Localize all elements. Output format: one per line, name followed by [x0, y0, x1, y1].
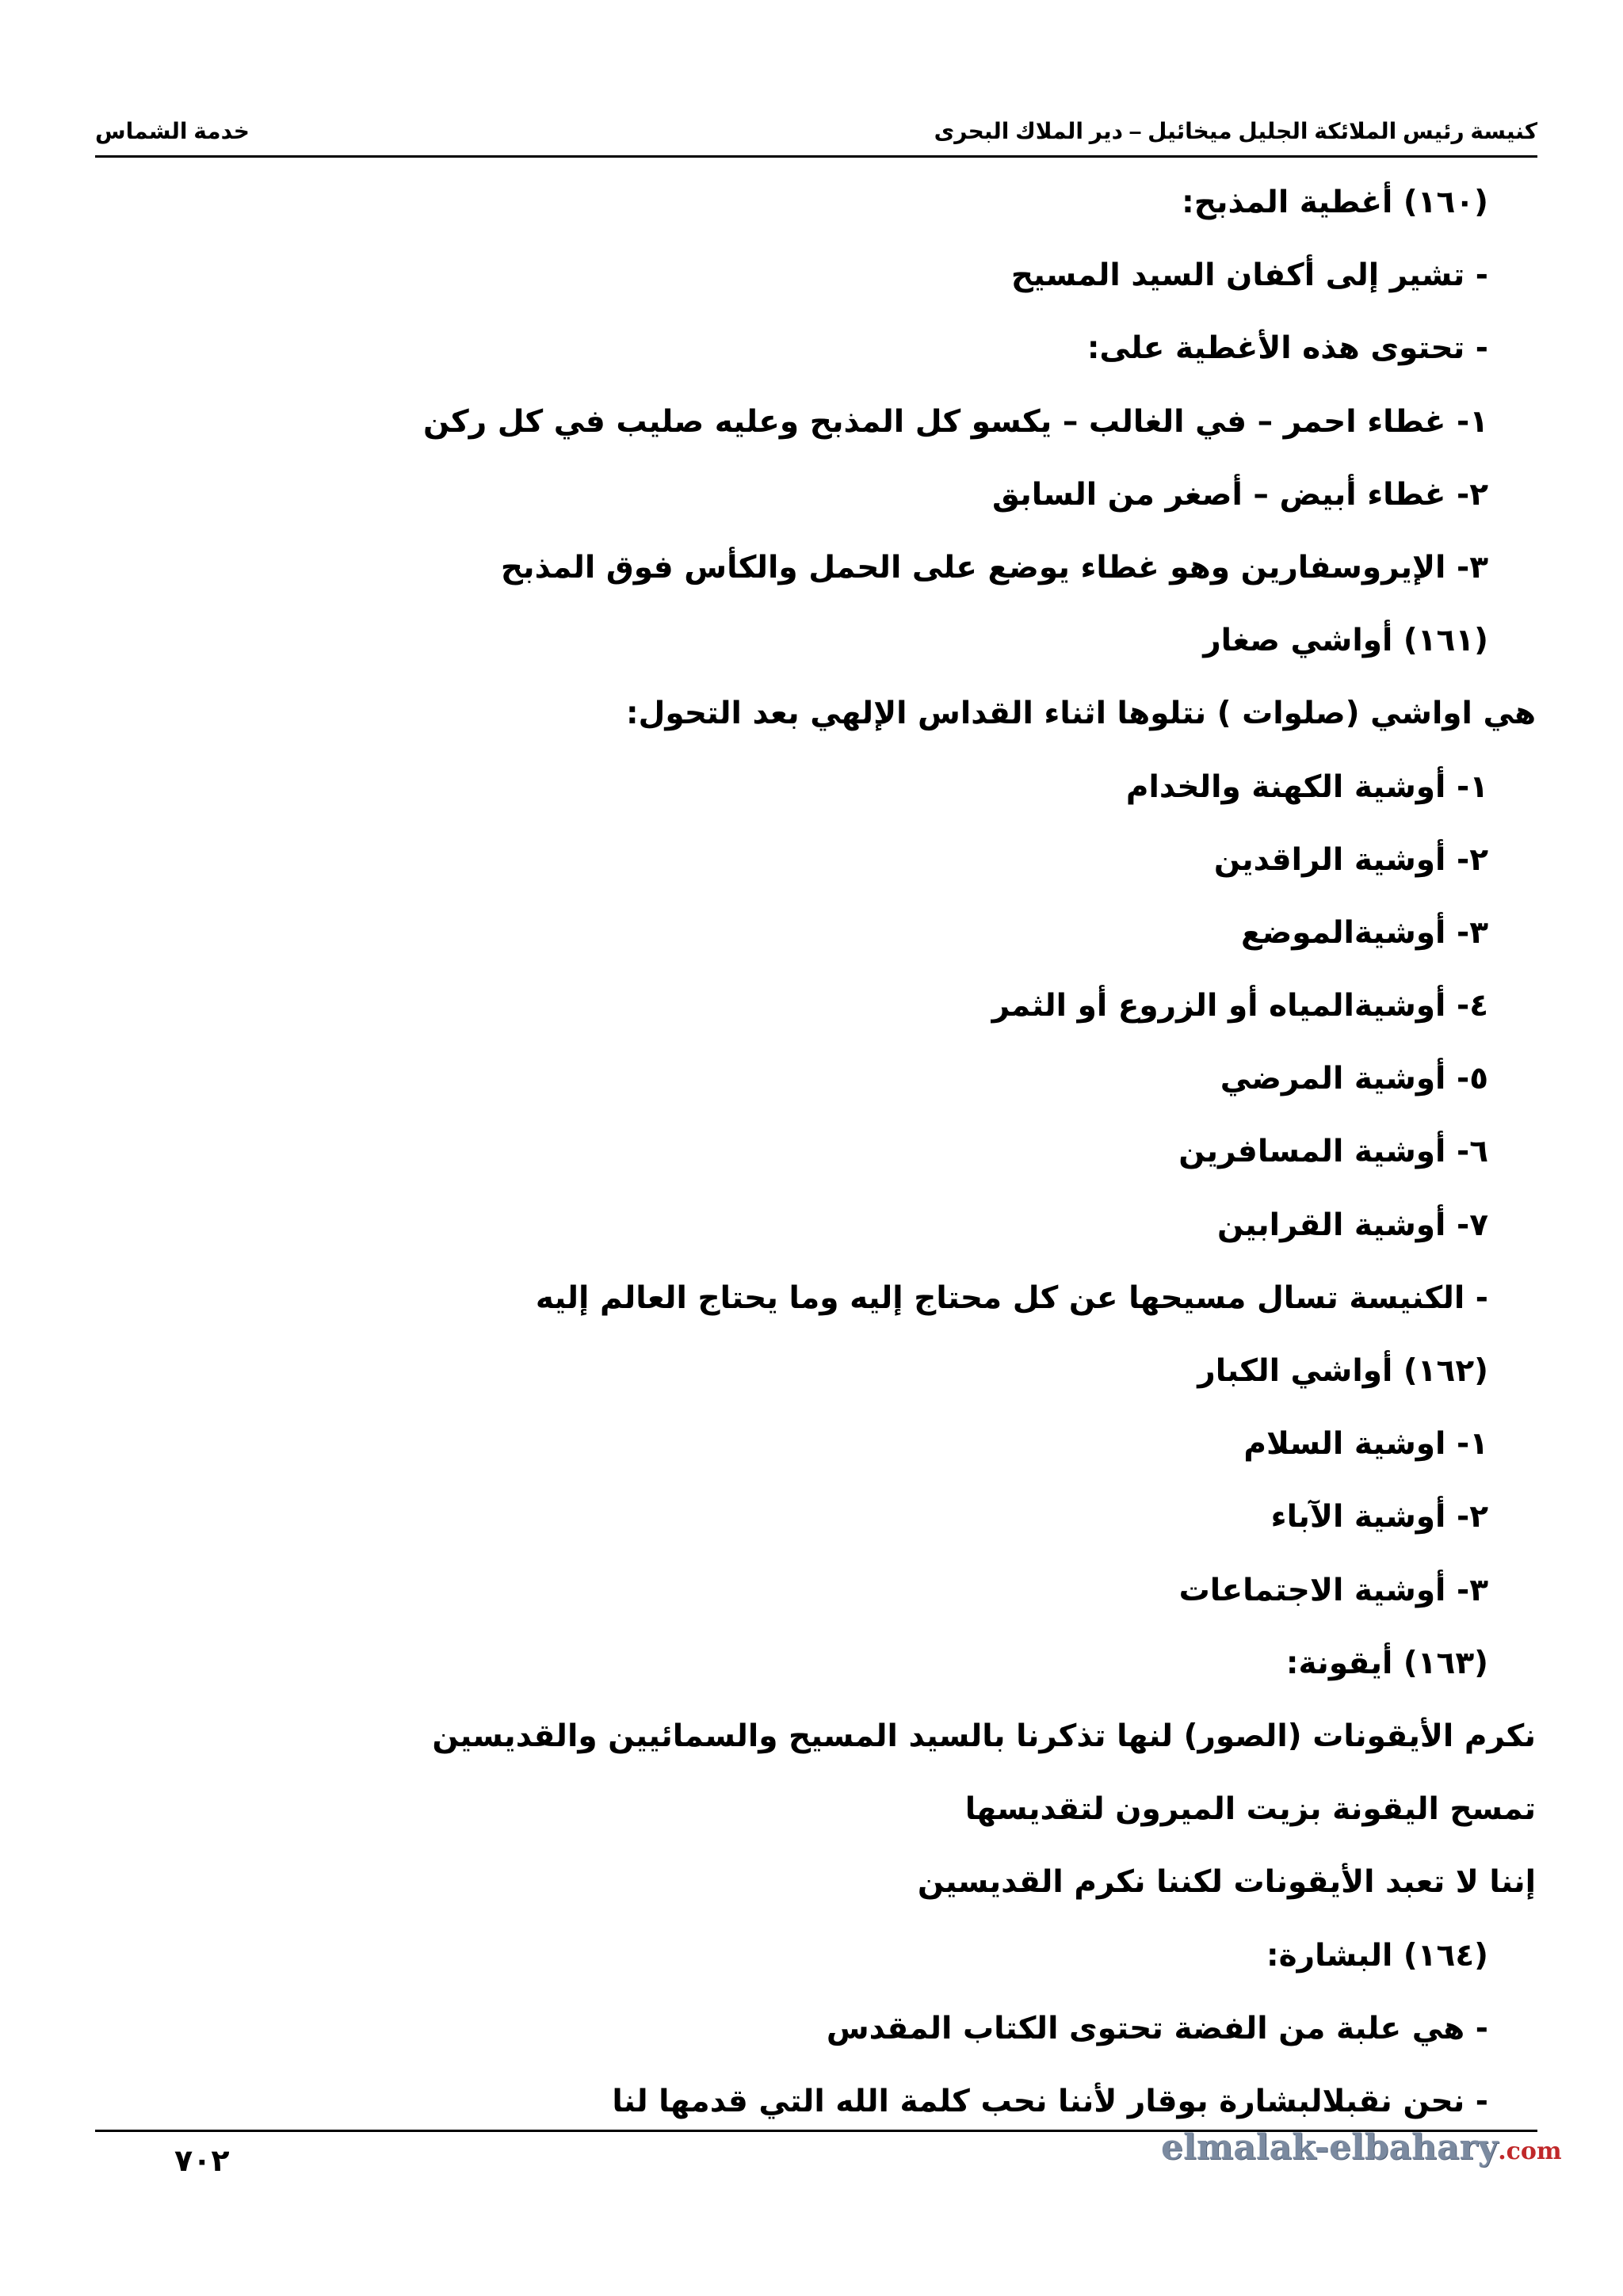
text-line: ٥- أوشية المرضي: [1220, 1061, 1488, 1097]
site-logo[interactable]: [1161, 2127, 1562, 2175]
text-line: ٤- أوشيةالمياه أو الزروع أو الثمر: [991, 988, 1488, 1024]
header-rule: [95, 155, 1537, 158]
header-service-title: خدمة الشماس: [95, 118, 250, 143]
text-line: ٢- غطاء أبيض – أصغر من السابق: [991, 476, 1488, 513]
page-header: [95, 111, 1537, 151]
logo-suffix: .com: [1498, 2138, 1562, 2165]
text-line: ٧- أوشية القرابين: [1216, 1207, 1488, 1243]
text-line: (١٦٣) أيقونة:: [1285, 1645, 1488, 1681]
text-line: ٢- أوشية الآباء: [1270, 1499, 1488, 1535]
text-line: - تحتوى هذه الأغطية على:: [1086, 330, 1488, 367]
text-line: (١٦١) أواشي صغار: [1203, 623, 1488, 659]
text-line: (١٦٢) أواشي الكبار: [1197, 1353, 1488, 1389]
header-church-title: كنيسة رئيس الملائكة الجليل ميخائيل – دير الملاك البحرى: [934, 118, 1537, 143]
text-line: ٣- أوشية الاجتماعات: [1178, 1572, 1488, 1608]
text-line: هي اواشي (صلوات ) نتلوها اثناء القداس الإلهي بعد التحول:: [625, 696, 1536, 732]
text-line: - الكنيسة تسال مسيحها عن كل محتاج إليه وما يحتاج العالم إليه: [535, 1280, 1488, 1316]
text-line: ١- غطاء احمر – في الغالب – يكسو كل المذبح وعليه صليب في كل ركن: [422, 403, 1488, 440]
text-line: ٣- الإيروسفارين وهو غطاء يوضع على الحمل والكأس فوق المذبح: [500, 549, 1488, 585]
text-line: (١٦٤) البشارة:: [1266, 1937, 1488, 1974]
text-line: ٢- أوشية الراقدين: [1213, 841, 1488, 878]
text-line: (١٦٠) أغطية المذبح:: [1182, 185, 1488, 220]
text-line: ١- اوشية السلام: [1243, 1426, 1488, 1463]
text-line: نكرم الأيقونات (الصور) لنها تذكرنا بالسيد المسيح والسمائيين والقديسين: [432, 1718, 1536, 1754]
text-line: تمسح اليقونة بزيت الميرون لتقديسها: [964, 1791, 1536, 1828]
logo-text: elmalak-elbahary: [1161, 2127, 1499, 2168]
text-line: ١- أوشية الكهنة والخدام: [1125, 769, 1488, 805]
text-line: - تشير إلى أكفان السيد المسيح: [1010, 257, 1488, 294]
text-line: ٣- أوشيةالموضع: [1240, 914, 1488, 951]
text-line: - هي علبة من الفضة تحتوى الكتاب المقدس: [826, 2010, 1488, 2046]
text-line: إننا لا تعبد الأيقونات لكننا نكرم القديسين: [917, 1864, 1536, 1901]
text-line: ٦- أوشية المسافرين: [1178, 1134, 1488, 1170]
page-body: [94, 166, 1536, 2138]
text-line: - نحن نقبلالبشارة بوقار لأننا نحب كلمة الله التي قدمها لنا: [612, 2083, 1488, 2119]
page-number: ٧٠٢: [174, 2143, 230, 2178]
